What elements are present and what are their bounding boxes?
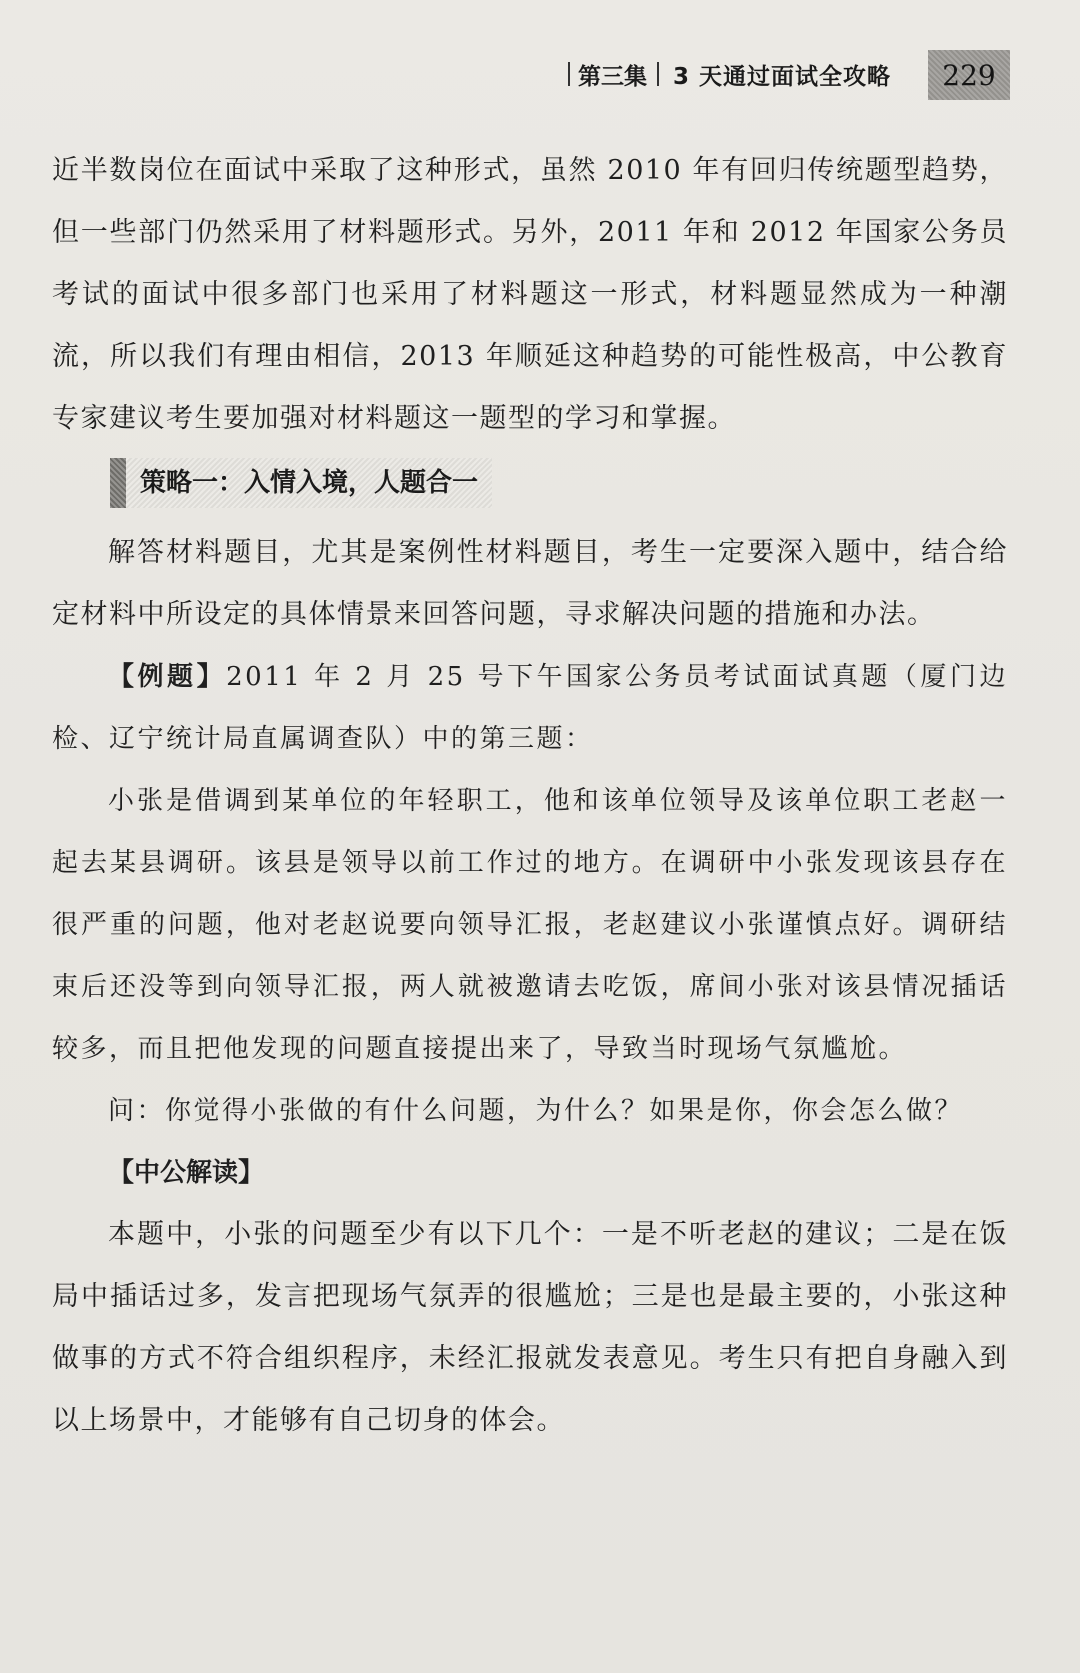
running-header xyxy=(560,48,891,100)
analysis-label: 【中公解读】 xyxy=(108,1158,265,1188)
paragraph-example xyxy=(52,646,1008,770)
page-number: 229 xyxy=(928,50,1010,100)
page-body xyxy=(52,140,1008,1452)
paragraph-strategy: 解答材料题目，尤其是案例性材料题目，考生一定要深入题中，结合给定材料中所设定的具体情景来回答问题，寻求解决问题的措施和办法。 xyxy=(52,537,1008,630)
paragraph-intro: 近半数岗位在面试中采取了这种形式，虽然 2010 年有回归传统题型趋势，但一些部门仍然采用了材料题形式。另外，2011 年和 2012 年国家公务员考试的面试中很多部门也采用了材料题这一形式，材料题显然成为一种潮流，所以我们有理由相信，2013 年顺延这种趋势的可能性极高，中公教育专家建议考生要加强对材料题这一题型的学习和掌握。 xyxy=(52,155,1008,434)
paragraph-case: 小张是借调到某单位的年轻职工，他和该单位领导及该单位职工老赵一起去某县调研。该县是领导以前工作过的地方。在调研中小张发现该县存在很严重的问题，他对老赵说要向领导汇报，老赵建议小张谨慎点好。调研结束后还没等到向领导汇报，两人就被邀请去吃饭，席间小张对该县情况插话较多，而且把他发现的问题直接提出来了，导致当时现场气氛尴尬。 xyxy=(52,786,1008,1064)
example-intro: 2011 年 2 月 25 号下午国家公务员考试面试真题（厦门边检、辽宁统计局直属调查队）中的第三题： xyxy=(52,662,1008,754)
paragraph-question: 问：你觉得小张做的有什么问题，为什么？如果是你，你会怎么做？ xyxy=(108,1096,964,1126)
header-divider xyxy=(657,62,659,86)
example-label: 【例题】 xyxy=(108,662,227,692)
header-title: 3 天通过面试全攻略 xyxy=(673,63,892,90)
section-heading xyxy=(110,458,492,508)
heading-text: 策略一：入情入境，人题合一 xyxy=(140,468,479,498)
header-chapter: 第三集 xyxy=(578,63,647,90)
heading-marker xyxy=(110,458,126,508)
paragraph-analysis: 本题中，小张的问题至少有以下几个：一是不听老赵的建议；二是在饭局中插话过多，发言把现场气氛弄的很尴尬；三是也是最主要的，小张这种做事的方式不符合组织程序，未经汇报就发表意见。考生只有把自身融入到以上场景中，才能够有自己切身的体会。 xyxy=(52,1219,1008,1436)
header-divider xyxy=(568,62,570,86)
